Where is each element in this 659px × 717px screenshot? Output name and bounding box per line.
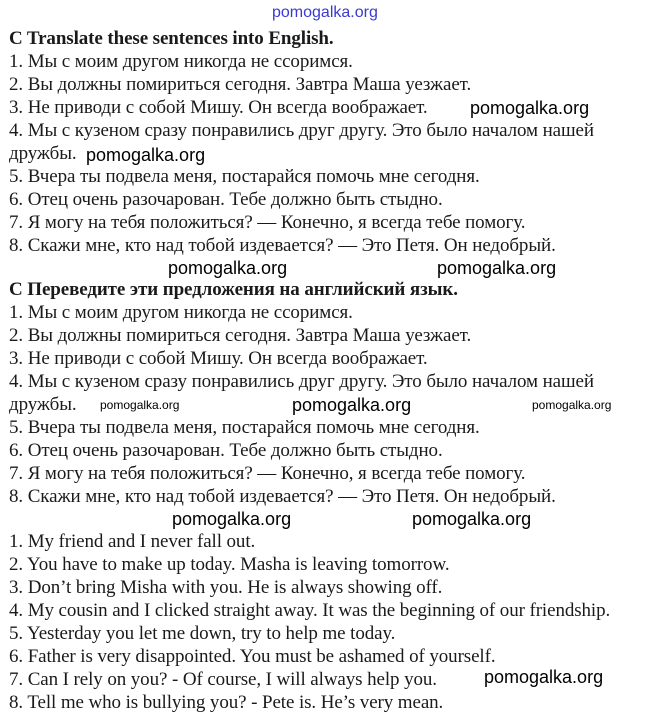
list-item: дружбы.	[9, 143, 77, 164]
watermark: pomogalka.org	[412, 509, 532, 529]
answer-item: 7. Can I rely on you? - Of course, I will always help you.	[9, 669, 437, 690]
section-title-english: C Translate these sentences into English.	[9, 28, 334, 49]
list-item: 5. Вчера ты подвела меня, постарайся помочь мне сегодня.	[9, 166, 480, 187]
watermark: pomogalka.org	[470, 98, 590, 118]
list-item: 2. Вы должны помириться сегодня. Завтра Маша уезжает.	[9, 74, 472, 95]
watermark: pomogalka.org	[86, 145, 206, 165]
list-item: 3. Не приводи с собой Мишу. Он всегда воображает.	[9, 97, 428, 118]
answer-item: 5. Yesterday you let me down, try to help me today.	[9, 623, 396, 644]
answer-item: 6. Father is very disappointed. You must be ashamed of yourself.	[9, 646, 496, 667]
list-item: 2. Вы должны помириться сегодня. Завтра Маша уезжает.	[9, 325, 472, 346]
list-item: 8. Скажи мне, кто над тобой издевается? — Это Петя. Он недобрый.	[9, 486, 556, 507]
answer-item: 1. My friend and I never fall out.	[9, 531, 256, 552]
list-item: 5. Вчера ты подвела меня, постарайся помочь мне сегодня.	[9, 417, 480, 438]
watermark: pomogalka.org	[437, 258, 557, 278]
answer-item: 4. My cousin and I clicked straight away. It was the beginning of our friendship.	[9, 600, 611, 621]
watermark: pomogalka.org	[172, 509, 292, 529]
list-item: 1. Мы с моим другом никогда не ссоримся.	[9, 302, 353, 323]
answer-item: 8. Tell me who is bullying you? - Pete is. He’s very mean.	[9, 692, 444, 713]
watermark: pomogalka.org	[100, 398, 180, 412]
list-item: 7. Я могу на тебя положиться? — Конечно, я всегда тебе помогу.	[9, 212, 526, 233]
section-title-russian: C Переведите эти предложения на английский язык.	[9, 279, 458, 300]
list-item: дружбы.	[9, 394, 77, 415]
answer-item: 3. Don’t bring Misha with you. He is always showing off.	[9, 577, 443, 598]
watermark-top: pomogalka.org	[272, 4, 378, 21]
list-item: 4. Мы с кузеном сразу понравились друг другу. Это было началом нашей	[9, 371, 594, 392]
list-item: 6. Отец очень разочарован. Тебе должно быть стыдно.	[9, 189, 443, 210]
watermark: pomogalka.org	[292, 395, 412, 415]
list-item: 3. Не приводи с собой Мишу. Он всегда воображает.	[9, 348, 428, 369]
watermark: pomogalka.org	[532, 398, 612, 412]
watermark: pomogalka.org	[484, 667, 604, 687]
list-item: 1. Мы с моим другом никогда не ссоримся.	[9, 51, 353, 72]
list-item: 6. Отец очень разочарован. Тебе должно быть стыдно.	[9, 440, 443, 461]
answer-item: 2. You have to make up today. Masha is leaving tomorrow.	[9, 554, 450, 575]
watermark: pomogalka.org	[168, 258, 288, 278]
list-item: 7. Я могу на тебя положиться? — Конечно, я всегда тебе помогу.	[9, 463, 526, 484]
list-item: 8. Скажи мне, кто над тобой издевается? — Это Петя. Он недобрый.	[9, 235, 556, 256]
list-item: 4. Мы с кузеном сразу понравились друг другу. Это было началом нашей	[9, 120, 594, 141]
